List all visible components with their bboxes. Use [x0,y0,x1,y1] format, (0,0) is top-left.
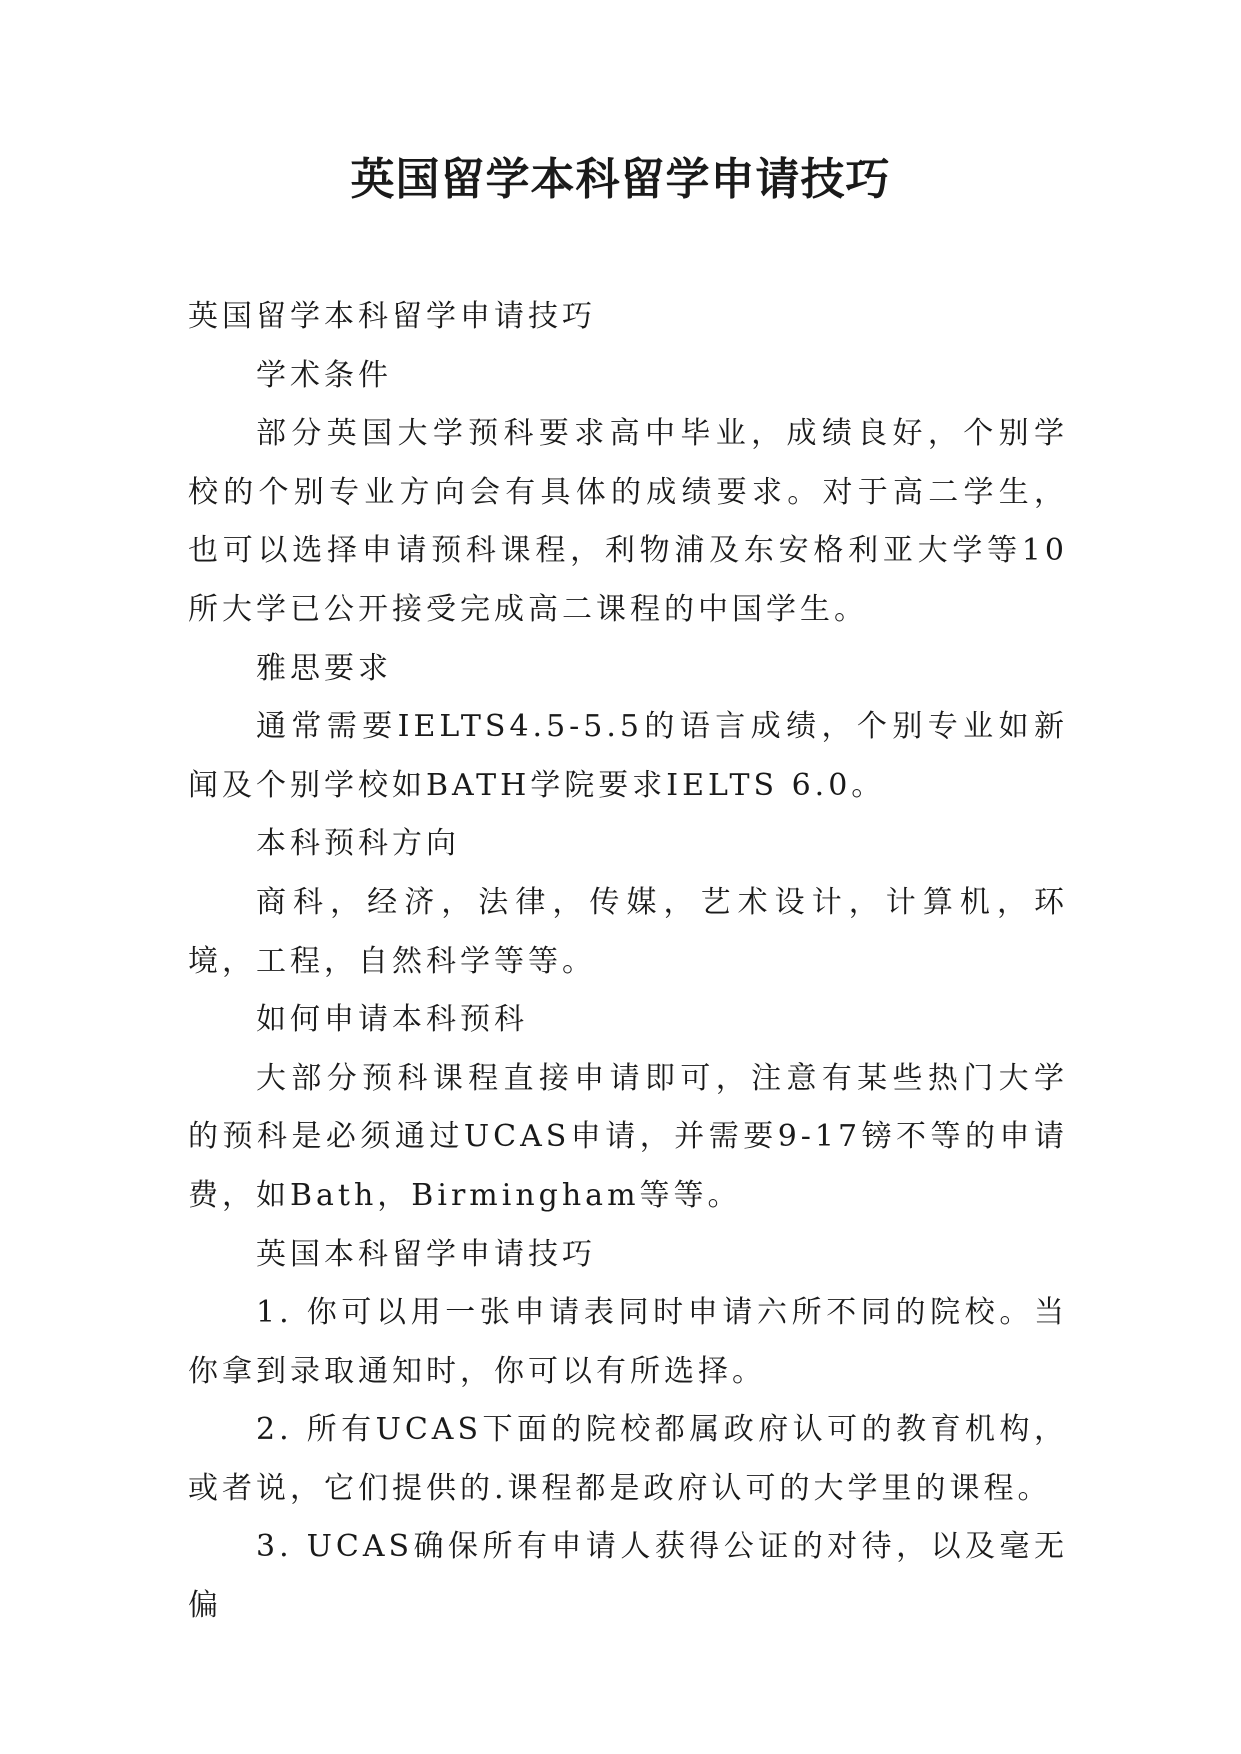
paragraph-tip-1: 1. 你可以用一张申请表同时申请六所不同的院校。当你拿到录取通知时，你可以有所选择。 [188,1295,1068,1389]
paragraph-how-to-apply: 大部分预科课程直接申请即可，注意有某些热门大学的预科是必须通过UCAS申请，并需要9-17镑不等的申请费，如Bath，Birmingham等等。 [188,1060,1068,1213]
document-title: 英国留学本科留学申请技巧 [350,154,891,205]
paragraph-academic: 部分英国大学预科要求高中毕业，成绩良好，个别学校的个别专业方向会有具体的成绩要求。对于高二学生，也可以选择申请预科课程，利物浦及东安格利亚大学等10所大学已公开接受完成高二课程的中国学生。 [188,416,1068,627]
section-heading-tips: 英国本科留学申请技巧 [256,1236,596,1272]
paragraph-ielts: 通常需要IELTS4.5-5.5的语言成绩，个别专业如新闻及个别学校如BATH学院要求IELTS 6.0。 [188,709,1068,803]
section-heading-majors: 本科预科方向 [256,826,460,862]
section-heading-academic: 学术条件 [256,357,392,393]
paragraph-majors: 商科，经济，法律，传媒，艺术设计，计算机，环境，工程，自然科学等等。 [188,884,1068,979]
section-heading-ielts: 雅思要求 [256,650,392,686]
paragraph-tip-3: 3. UCAS确保所有申请人获得公证的对待，以及毫无偏 [188,1529,1068,1624]
document-body [188,288,1068,1636]
section-heading-how-to-apply: 如何申请本科预科 [256,1002,528,1038]
paragraph-tip-2: 2. 所有UCAS下面的院校都属政府认可的教育机构，或者说，它们提供的.课程都是政府认可的大学里的课程。 [188,1412,1068,1506]
paragraph-heading-repeat: 英国留学本科留学申请技巧 [188,299,596,334]
